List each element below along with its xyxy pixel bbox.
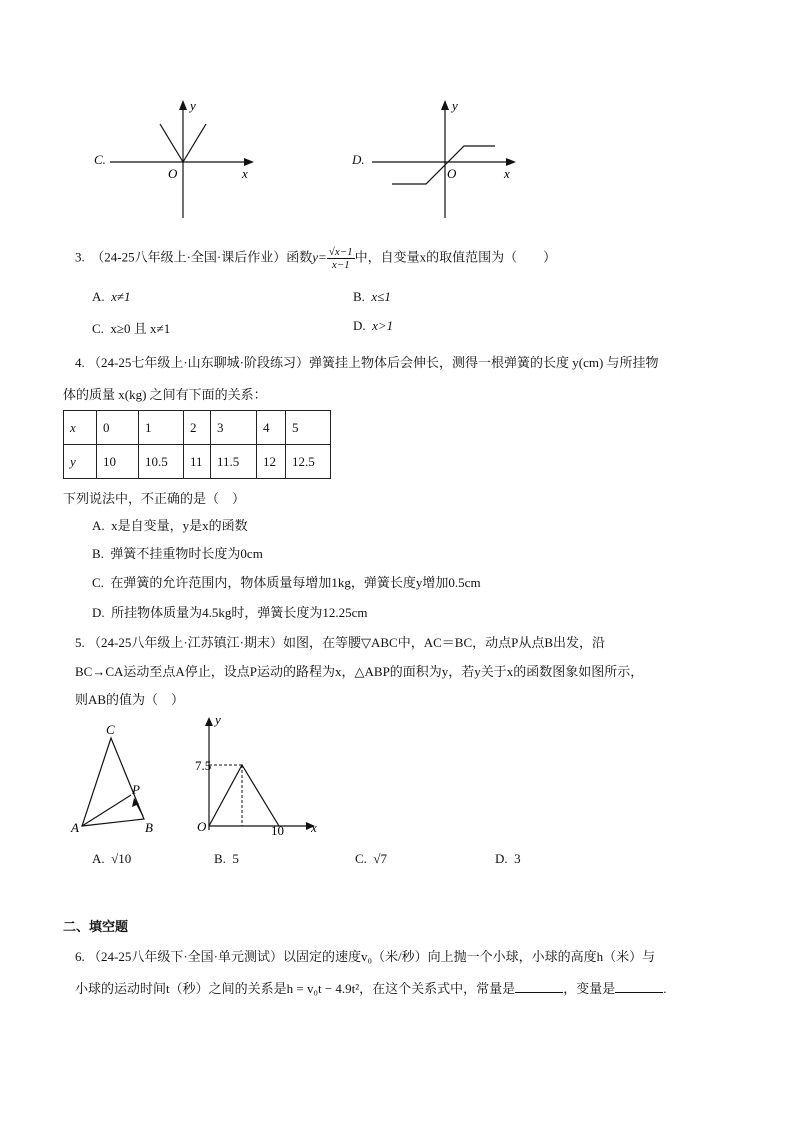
q4-value-table	[63, 410, 331, 479]
q3-fraction	[327, 246, 355, 271]
option-label: B.	[353, 289, 365, 304]
y-axis-arrow	[205, 717, 213, 726]
question-5-line3: 则AB的值为（ ）	[75, 692, 185, 707]
x-axis-label: x	[242, 166, 248, 181]
question-6-line2	[75, 978, 666, 997]
table-cell: 10.5	[139, 445, 184, 479]
x-axis-arrow	[244, 158, 254, 166]
question-6-line1	[75, 946, 655, 965]
table-cell: 4	[257, 411, 286, 445]
table-cell: 5	[286, 411, 331, 445]
q4-option-c[interactable]	[92, 572, 481, 591]
table-row-y	[64, 445, 331, 479]
question-5-line1	[75, 632, 605, 651]
q4-question: 下列说法中，不正确的是（ ）	[63, 491, 246, 506]
y-axis-label: y	[452, 98, 458, 113]
option-text: 3	[514, 851, 521, 866]
q5-option-c[interactable]	[355, 851, 387, 867]
option-label: C.	[355, 851, 367, 866]
y-axis-arrow	[441, 100, 449, 110]
graph-line-right	[183, 124, 206, 162]
graph-piecewise-line	[392, 146, 495, 184]
option-label: D.	[92, 605, 105, 620]
question-4-line2: 体的质量 x(kg) 之间有下面的关系：	[63, 387, 267, 402]
piecewise-graph-line	[209, 765, 279, 826]
q3-option-b[interactable]	[353, 289, 391, 305]
q3-option-c[interactable]	[92, 318, 170, 337]
q4-number: 4.	[75, 355, 85, 370]
x-axis-arrow	[506, 158, 516, 166]
question-5-line2: BC→CA运动至点A停止，设点P运动的路程为x，△ABP的面积为y，若y关于x的函数图象如图所示，	[75, 664, 644, 679]
x-axis-label: x	[504, 166, 510, 181]
q3-source: （24-25八年级上·全国·课后作业）函数	[91, 249, 313, 265]
option-label: D.	[495, 851, 508, 866]
q5-triangle-figure	[68, 718, 168, 840]
table-cell: 12	[257, 445, 286, 479]
table-cell: 11.5	[211, 445, 257, 479]
option-text: x>1	[372, 318, 394, 333]
y-axis-arrow	[179, 100, 187, 110]
option-text: 弹簧不挂重物时长度为0cm	[110, 546, 263, 561]
q3-option-d[interactable]	[353, 318, 393, 334]
option-text: 所挂物体质量为4.5kg时，弹簧长度为12.25cm	[111, 605, 368, 620]
q5-option-a[interactable]	[92, 851, 131, 867]
vertex-a-label: A	[71, 820, 79, 835]
q4-option-b[interactable]	[92, 543, 263, 562]
x-axis-label: x	[311, 820, 317, 835]
q3-number: 3.	[75, 249, 85, 265]
q6-text: （24-25八年级下·全国·单元测试）以固定的速度v₀（米/秒）向上抛一个小球，小球的高度h（米）与	[88, 949, 656, 964]
origin-label: O	[168, 166, 178, 181]
q3-rest: 中，自变量x的取值范围为（ ）	[354, 249, 557, 265]
point-p-label: P	[132, 782, 140, 797]
answer-blank-constant[interactable]	[515, 979, 563, 993]
vertex-b-label: B	[145, 820, 153, 835]
table-cell: 10	[97, 445, 139, 479]
option-label: C.	[92, 575, 104, 590]
option-label: B.	[92, 546, 104, 561]
option-text: √7	[373, 851, 388, 866]
table-cell: 0	[97, 411, 139, 445]
table-cell: 11	[184, 445, 211, 479]
q6-text-a: 小球的运动时间t（秒）之间的关系是h = v₀t − 4.9t²，在这个关系式中，常量是	[75, 981, 516, 996]
option-text: x≥0 且 x≠1	[110, 321, 171, 336]
q3-numerator: √x−1	[328, 246, 353, 258]
table-cell: 12.5	[286, 445, 331, 479]
option-c-label: C.	[94, 152, 106, 167]
table-cell: 1	[139, 411, 184, 445]
q5-number: 5.	[75, 635, 85, 650]
answer-blank-variable[interactable]	[615, 979, 663, 993]
option-text: 5	[232, 851, 239, 866]
question-3	[75, 246, 556, 271]
question-4-line1	[75, 352, 659, 371]
y-axis-label: y	[190, 98, 196, 113]
table-cell: 2	[184, 411, 211, 445]
q4-option-d[interactable]	[92, 602, 368, 621]
q5-function-graph	[195, 712, 325, 837]
option-label: A.	[92, 289, 105, 304]
y-axis-label: y	[215, 712, 221, 727]
q4-text: （24-25七年级上·山东聊城·阶段练习）弹簧挂上物体后会伸长，测得一根弹簧的长度 y(cm) 与所挂物	[88, 355, 659, 370]
y-tick-label: 7.5	[195, 758, 212, 773]
table-cell: 3	[211, 411, 257, 445]
q4-option-a[interactable]	[92, 515, 248, 534]
section-title-fill-in: 二、填空题	[63, 919, 129, 934]
q3-y-eq: y=	[312, 249, 327, 265]
q6-text-c: .	[663, 981, 667, 996]
origin-label: O	[447, 166, 457, 181]
origin-label: O	[197, 819, 207, 834]
option-label: B.	[214, 851, 226, 866]
option-text: 在弹簧的允许范围内，物体质量每增加1kg，弹簧长度y增加0.5cm	[110, 575, 481, 590]
table-row-x	[64, 411, 331, 445]
option-label: A.	[92, 851, 105, 866]
option-label: A.	[92, 518, 105, 533]
option-text: √10	[111, 851, 132, 866]
q3-denominator: x−1	[331, 259, 350, 271]
option-text: x≤1	[371, 289, 391, 304]
vertex-c-label: C	[106, 722, 115, 737]
q5-text: （24-25八年级上·江苏镇江·期末）如图，在等腰▽ABC中，AC＝BC，动点P从点B出发，沿	[88, 635, 606, 650]
option-label: C.	[92, 321, 104, 336]
graph-option-c	[110, 98, 260, 223]
q5-option-d[interactable]	[495, 851, 521, 867]
option-d-label: D.	[352, 152, 365, 167]
q3-option-a[interactable]	[92, 289, 131, 305]
graph-line-left	[160, 124, 183, 162]
x-tick-label: 10	[271, 823, 284, 837]
option-text: x是自变量，y是x的函数	[111, 518, 248, 533]
q6-number: 6.	[75, 949, 85, 964]
graph-option-d	[372, 98, 522, 223]
option-text: x≠1	[111, 289, 131, 304]
table-cell: y	[64, 445, 97, 479]
table-cell: x	[64, 411, 97, 445]
q5-option-b[interactable]	[214, 851, 239, 867]
q6-text-b: ，变量是	[563, 981, 616, 996]
option-label: D.	[353, 318, 366, 333]
